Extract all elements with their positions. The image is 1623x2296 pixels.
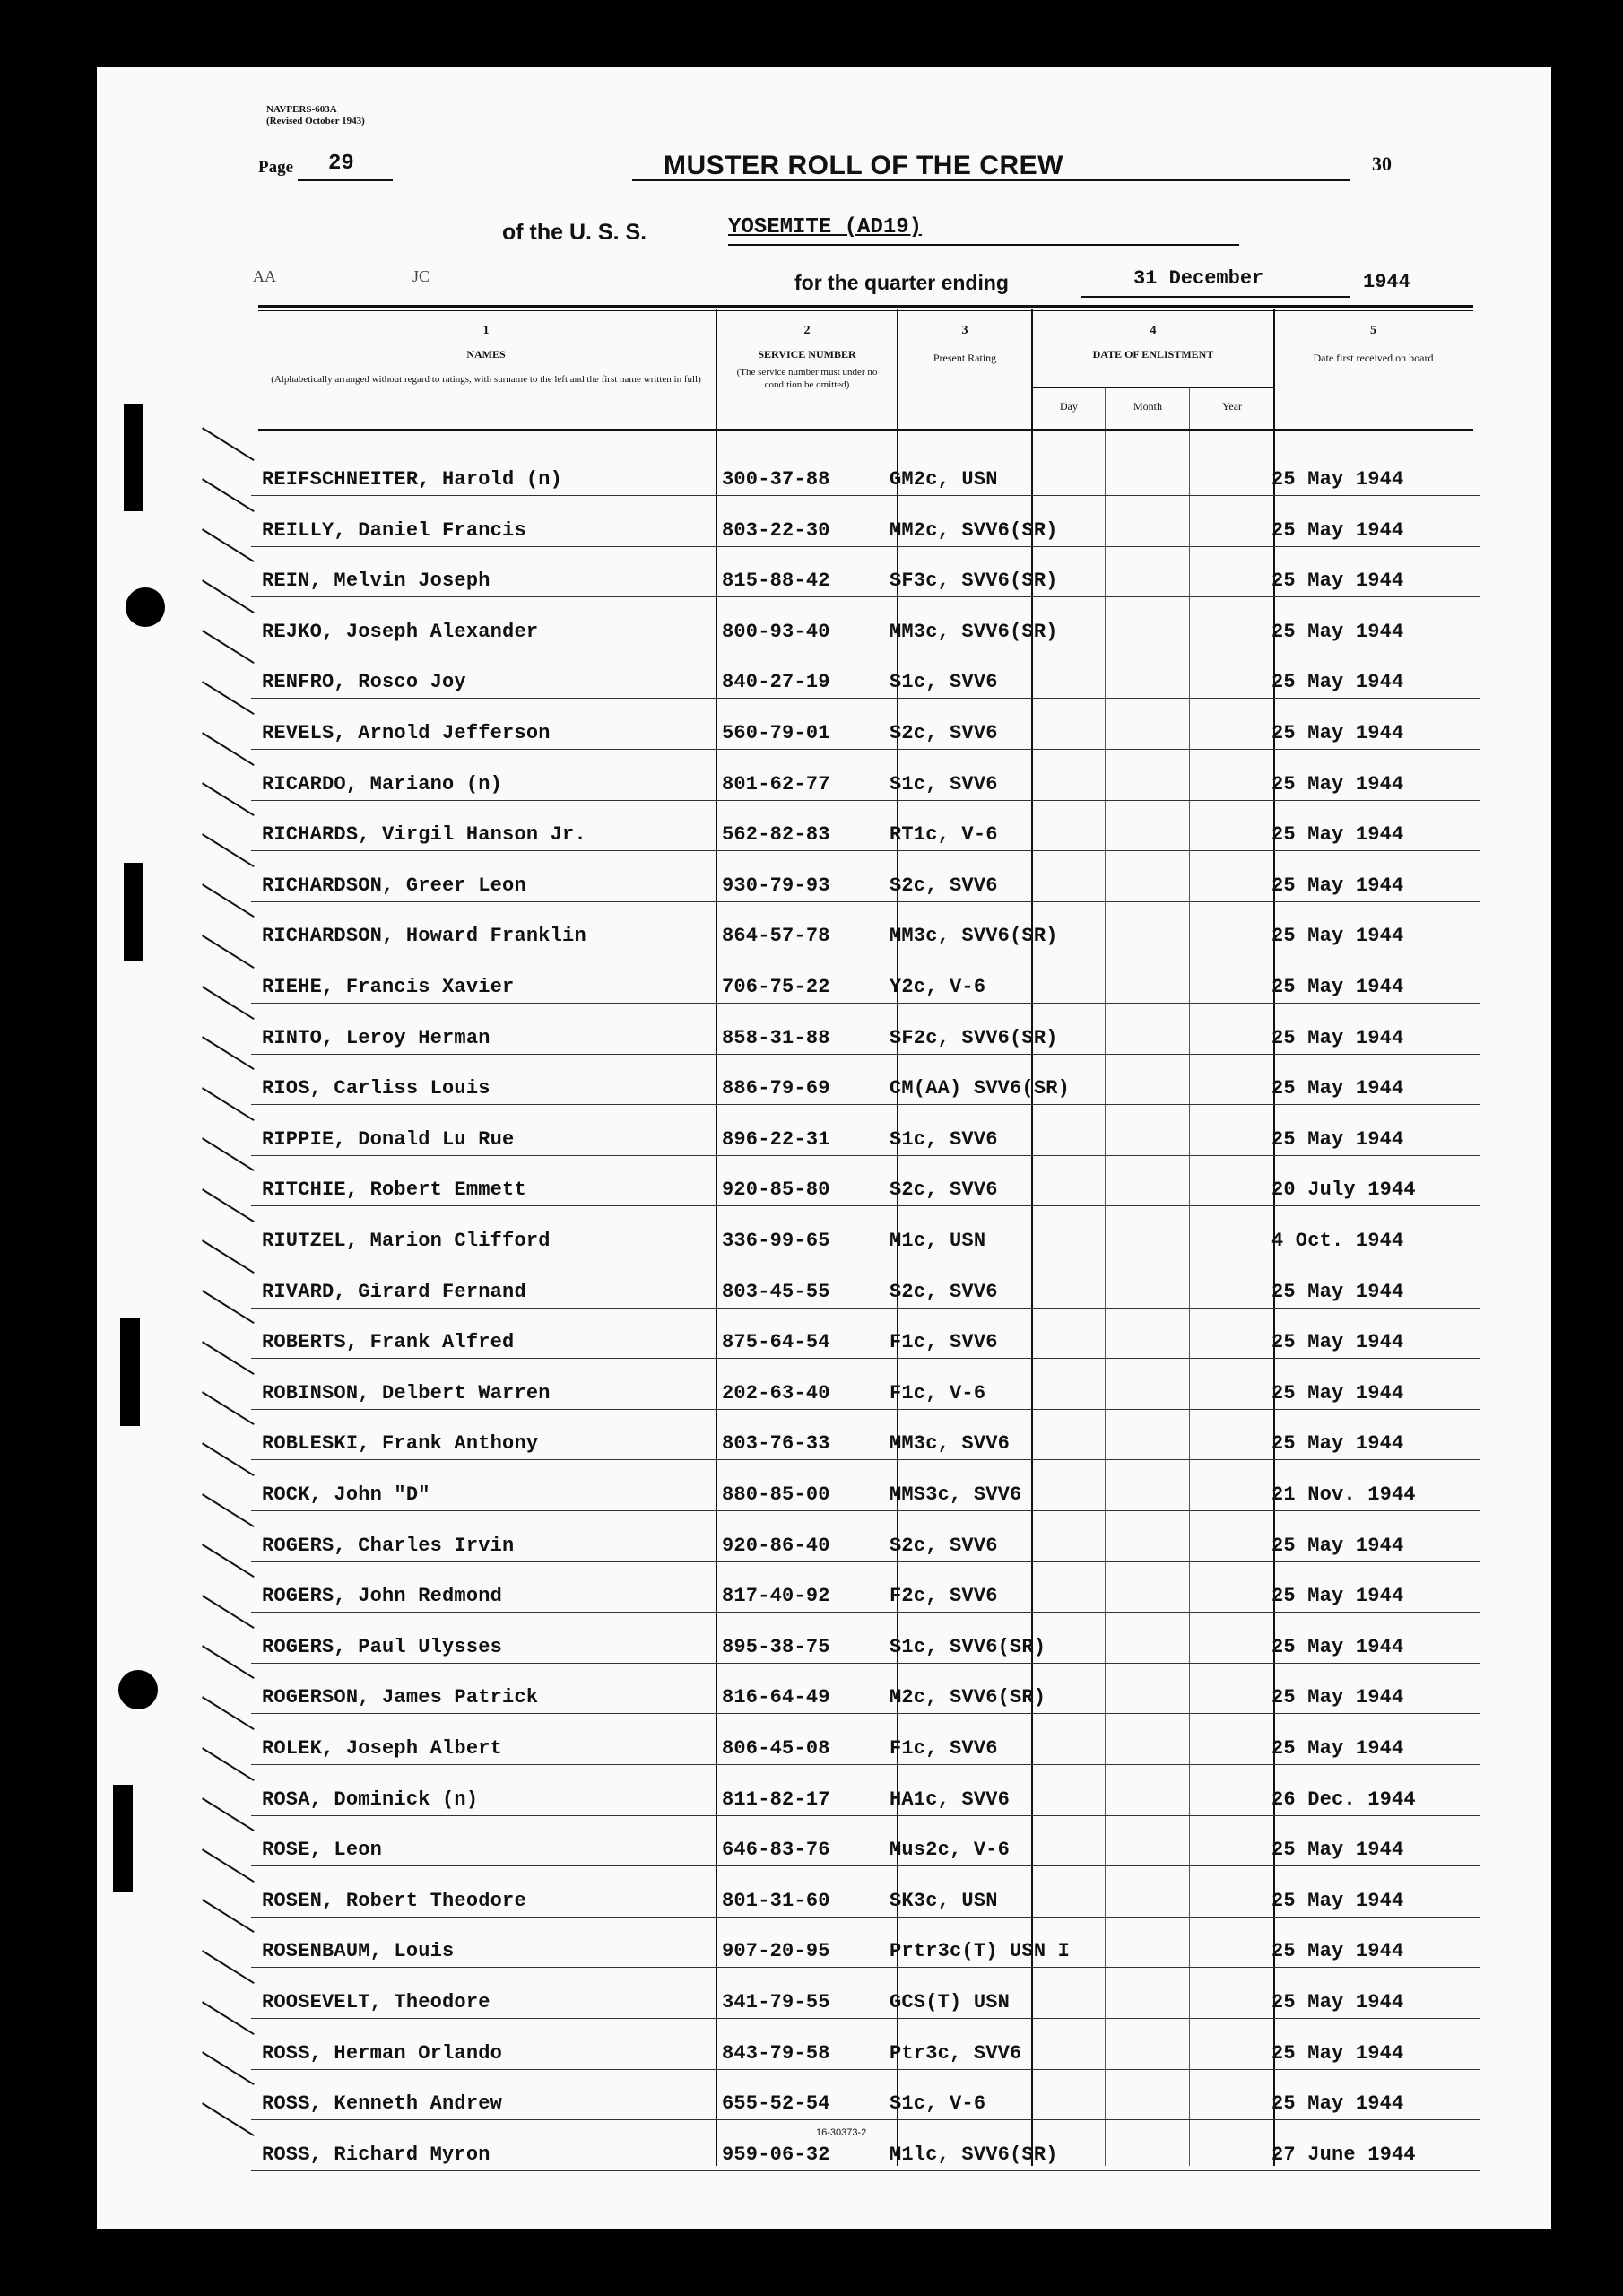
row-rule xyxy=(251,1764,1480,1765)
binder-clip-4 xyxy=(113,1785,133,1892)
crew-row xyxy=(251,1979,1480,2029)
service-number: 858-31-88 xyxy=(722,1027,830,1049)
date-received: 21 Nov. 1944 xyxy=(1271,1483,1416,1506)
date-received: 25 May 1944 xyxy=(1271,1585,1404,1607)
header-date-of-enlistment: 4 DATE OF ENLISTMENT xyxy=(1092,324,1214,361)
crew-row xyxy=(251,2131,1480,2181)
crew-name: RINTO, Leroy Herman xyxy=(262,1027,490,1049)
header-bottom-rule xyxy=(258,429,1473,430)
present-rating: HA1c, SVV6 xyxy=(890,1788,1011,1811)
header-date-received: 5 Date first received on board xyxy=(1313,324,1434,364)
row-rule xyxy=(251,1409,1480,1410)
crew-row xyxy=(251,1065,1480,1115)
page-label: Page xyxy=(258,158,294,177)
service-number: 864-57-78 xyxy=(722,925,830,947)
service-number: 803-22-30 xyxy=(722,519,830,542)
crew-row xyxy=(251,1927,1480,1978)
date-received: 25 May 1944 xyxy=(1271,1331,1404,1353)
quarter-date: 31 December xyxy=(1133,267,1264,290)
date-received: 25 May 1944 xyxy=(1271,823,1404,846)
service-number: 801-31-60 xyxy=(722,1890,830,1912)
date-received: 25 May 1944 xyxy=(1271,2042,1404,2065)
page-underline xyxy=(298,179,393,181)
service-number: 816-64-49 xyxy=(722,1686,830,1709)
present-rating: S2c, SVV6 xyxy=(890,1281,998,1303)
present-rating: S1c, SVV6 xyxy=(890,671,998,693)
crew-row xyxy=(251,2080,1480,2130)
date-received: 25 May 1944 xyxy=(1271,2092,1404,2115)
punch-hole-top xyxy=(126,587,165,627)
crew-row xyxy=(251,1725,1480,1775)
crew-name: ROSS, Herman Orlando xyxy=(262,2042,503,2065)
crew-name: ROSA, Dominick (n) xyxy=(262,1788,479,1811)
crew-name: ROSE, Leon xyxy=(262,1839,383,1861)
service-number: 202-63-40 xyxy=(722,1382,830,1405)
bleed-through-text-left: AA xyxy=(253,267,276,285)
service-number: 811-82-17 xyxy=(722,1788,830,1811)
crew-row xyxy=(251,1826,1480,1876)
service-number: 300-37-88 xyxy=(722,468,830,491)
header-month: Month xyxy=(1133,400,1162,413)
crew-row xyxy=(251,608,1480,658)
crew-name: RIPPIE, Donald Lu Rue xyxy=(262,1128,515,1151)
ship-name: YOSEMITE (AD19) xyxy=(728,215,923,239)
row-rule xyxy=(251,1003,1480,1004)
crew-name: ROSENBAUM, Louis xyxy=(262,1940,455,1962)
present-rating: S2c, SVV6 xyxy=(890,874,998,897)
date-received: 25 May 1944 xyxy=(1271,1077,1404,1100)
date-received: 25 May 1944 xyxy=(1271,1737,1404,1760)
service-number: 920-85-80 xyxy=(722,1178,830,1201)
present-rating: SK3c, USN xyxy=(890,1890,998,1912)
crew-row xyxy=(251,1116,1480,1166)
binder-clip-2 xyxy=(124,863,143,961)
crew-name: ROLEK, Joseph Albert xyxy=(262,1737,503,1760)
crew-name: RICHARDSON, Greer Leon xyxy=(262,874,526,897)
row-rule xyxy=(251,1815,1480,1816)
present-rating: S1c, SVV6(SR) xyxy=(890,1636,1046,1658)
date-received: 26 Dec. 1944 xyxy=(1271,1788,1416,1811)
crew-row xyxy=(251,507,1480,557)
row-rule xyxy=(251,850,1480,851)
crew-row xyxy=(251,1166,1480,1216)
crew-row xyxy=(251,862,1480,912)
crew-name: RENFRO, Rosco Joy xyxy=(262,671,466,693)
date-received: 25 May 1944 xyxy=(1271,1636,1404,1658)
crew-name: REJKO, Joseph Alexander xyxy=(262,621,539,643)
date-received: 25 May 1944 xyxy=(1271,1027,1404,1049)
service-number: 959-06-32 xyxy=(722,2144,830,2166)
footer-code: 16-30373-2 xyxy=(816,2127,867,2138)
date-received: 27 June 1944 xyxy=(1271,2144,1416,2166)
crew-name: REIN, Melvin Joseph xyxy=(262,570,490,592)
date-received: 25 May 1944 xyxy=(1271,874,1404,897)
ship-label: of the U. S. S. xyxy=(502,220,647,245)
header-service-number: 2 SERVICE NUMBER (The service number must under no condition be omitted) xyxy=(736,324,878,390)
ship-underline xyxy=(728,244,1239,246)
present-rating: MM3c, SVV6 xyxy=(890,1432,1011,1455)
crew-row xyxy=(251,1623,1480,1674)
service-number: 886-79-69 xyxy=(722,1077,830,1100)
service-number: 646-83-76 xyxy=(722,1839,830,1861)
date-received: 25 May 1944 xyxy=(1271,1839,1404,1861)
row-rule xyxy=(251,1205,1480,1206)
header-day: Day xyxy=(1060,400,1078,413)
present-rating: GM2c, USN xyxy=(890,468,998,491)
service-number: 706-75-22 xyxy=(722,976,830,998)
present-rating: M1c, USN xyxy=(890,1230,986,1252)
crew-name: RIVARD, Girard Fernand xyxy=(262,1281,526,1303)
service-number: 803-76-33 xyxy=(722,1432,830,1455)
date-received: 25 May 1944 xyxy=(1271,1128,1404,1151)
crew-name: ROGERS, Charles Irvin xyxy=(262,1535,515,1557)
crew-row xyxy=(251,658,1480,709)
crew-row xyxy=(251,456,1480,506)
service-number: 803-45-55 xyxy=(722,1281,830,1303)
service-number: 920-86-40 xyxy=(722,1535,830,1557)
date-received: 25 May 1944 xyxy=(1271,722,1404,744)
service-number: 840-27-19 xyxy=(722,671,830,693)
row-rule xyxy=(251,596,1480,597)
crew-row xyxy=(251,811,1480,861)
crew-name: ROOSEVELT, Theodore xyxy=(262,1991,490,2013)
date-received: 25 May 1944 xyxy=(1271,468,1404,491)
crew-row xyxy=(251,761,1480,811)
row-rule xyxy=(251,2069,1480,2070)
date-received: 25 May 1944 xyxy=(1271,1535,1404,1557)
service-number: 341-79-55 xyxy=(722,1991,830,2013)
present-rating: Mus2c, V-6 xyxy=(890,1839,1011,1861)
present-rating: Prtr3c(T) USN I xyxy=(890,1940,1071,1962)
crew-name: REIFSCHNEITER, Harold (n) xyxy=(262,468,563,491)
row-rule xyxy=(251,800,1480,801)
row-rule xyxy=(251,698,1480,699)
date-received: 25 May 1944 xyxy=(1271,925,1404,947)
row-rule xyxy=(251,901,1480,902)
crew-name: ROGERS, John Redmond xyxy=(262,1585,503,1607)
present-rating: MM3c, SVV6(SR) xyxy=(890,925,1058,947)
row-rule xyxy=(251,1358,1480,1359)
row-rule xyxy=(251,1713,1480,1714)
row-rule xyxy=(251,495,1480,496)
crew-row xyxy=(251,1014,1480,1065)
crew-row xyxy=(251,1572,1480,1622)
row-rule xyxy=(251,1459,1480,1460)
service-number: 895-38-75 xyxy=(722,1636,830,1658)
date-received: 25 May 1944 xyxy=(1271,671,1404,693)
service-number: 907-20-95 xyxy=(722,1940,830,1962)
crew-row xyxy=(251,1370,1480,1420)
crew-name: ROGERSON, James Patrick xyxy=(262,1686,539,1709)
date-received: 25 May 1944 xyxy=(1271,976,1404,998)
crew-row xyxy=(251,1776,1480,1826)
present-rating: M1lc, SVV6(SR) xyxy=(890,2144,1058,2166)
crew-row xyxy=(251,1217,1480,1267)
crew-name: ROBINSON, Delbert Warren xyxy=(262,1382,551,1405)
quarter-label: for the quarter ending xyxy=(794,271,1009,294)
present-rating: S2c, SVV6 xyxy=(890,722,998,744)
bleed-through-text-right: JC xyxy=(412,267,430,285)
service-number: 806-45-08 xyxy=(722,1737,830,1760)
row-rule xyxy=(251,1663,1480,1664)
present-rating: Ptr3c, SVV6 xyxy=(890,2042,1022,2065)
date-received: 20 July 1944 xyxy=(1271,1178,1416,1201)
row-rule xyxy=(251,1967,1480,1968)
crew-name: REILLY, Daniel Francis xyxy=(262,519,526,542)
enlistment-sub-rule xyxy=(1031,387,1275,388)
corner-mark: 30 xyxy=(1372,152,1392,175)
present-rating: F1c, SVV6 xyxy=(890,1331,998,1353)
crew-name: RIEHE, Francis Xavier xyxy=(262,976,515,998)
row-rule xyxy=(251,546,1480,547)
quarter-underline xyxy=(1081,296,1350,298)
date-received: 25 May 1944 xyxy=(1271,1940,1404,1962)
crew-row xyxy=(251,1420,1480,1470)
crew-name: ROSS, Kenneth Andrew xyxy=(262,2092,503,2115)
service-number: 562-82-83 xyxy=(722,823,830,846)
present-rating: S2c, SVV6 xyxy=(890,1178,998,1201)
crew-name: ROGERS, Paul Ulysses xyxy=(262,1636,503,1658)
page-title: MUSTER ROLL OF THE CREW xyxy=(664,151,1063,180)
crew-row xyxy=(251,1268,1480,1318)
date-received: 25 May 1944 xyxy=(1271,1686,1404,1709)
crew-name: ROBERTS, Frank Alfred xyxy=(262,1331,515,1353)
row-rule xyxy=(251,1104,1480,1105)
crew-name: ROCK, John "D" xyxy=(262,1483,430,1506)
date-received: 25 May 1944 xyxy=(1271,519,1404,542)
crew-name: ROSS, Richard Myron xyxy=(262,2144,490,2166)
crew-row xyxy=(251,709,1480,760)
present-rating: F2c, SVV6 xyxy=(890,1585,998,1607)
header-top-rule xyxy=(258,305,1473,308)
date-received: 25 May 1944 xyxy=(1271,570,1404,592)
crew-name: RIOS, Carliss Louis xyxy=(262,1077,490,1100)
present-rating: MM2c, SVV6(SR) xyxy=(890,519,1058,542)
row-rule xyxy=(251,2119,1480,2120)
date-received: 25 May 1944 xyxy=(1271,1382,1404,1405)
row-rule xyxy=(251,1561,1480,1562)
present-rating: M2c, SVV6(SR) xyxy=(890,1686,1046,1709)
service-number: 655-52-54 xyxy=(722,2092,830,2115)
crew-row xyxy=(251,912,1480,962)
crew-row xyxy=(251,1877,1480,1927)
punch-hole-bottom xyxy=(118,1670,158,1709)
present-rating: Y2c, V-6 xyxy=(890,976,986,998)
service-number: 880-85-00 xyxy=(722,1483,830,1506)
crew-name: RICARDO, Mariano (n) xyxy=(262,773,503,796)
service-number: 560-79-01 xyxy=(722,722,830,744)
service-number: 930-79-93 xyxy=(722,874,830,897)
present-rating: SF2c, SVV6(SR) xyxy=(890,1027,1058,1049)
service-number: 801-62-77 xyxy=(722,773,830,796)
crew-row xyxy=(251,1318,1480,1369)
crew-row xyxy=(251,1674,1480,1724)
present-rating: RT1c, V-6 xyxy=(890,823,998,846)
present-rating: S1c, SVV6 xyxy=(890,1128,998,1151)
header-top-rule-thin xyxy=(258,310,1473,311)
row-rule xyxy=(251,1155,1480,1156)
crew-name: RICHARDSON, Howard Franklin xyxy=(262,925,586,947)
crew-row xyxy=(251,557,1480,607)
present-rating: MMS3c, SVV6 xyxy=(890,1483,1022,1506)
page-number: 29 xyxy=(328,152,354,176)
date-received: 25 May 1944 xyxy=(1271,1432,1404,1455)
present-rating: F1c, SVV6 xyxy=(890,1737,998,1760)
row-rule xyxy=(251,1917,1480,1918)
header-year: Year xyxy=(1221,400,1243,413)
service-number: 336-99-65 xyxy=(722,1230,830,1252)
date-received: 25 May 1944 xyxy=(1271,1991,1404,2013)
binder-clip-1 xyxy=(124,404,143,511)
service-number: 896-22-31 xyxy=(722,1128,830,1151)
date-received: 25 May 1944 xyxy=(1271,1890,1404,1912)
service-number: 843-79-58 xyxy=(722,2042,830,2065)
present-rating: F1c, V-6 xyxy=(890,1382,986,1405)
crew-row xyxy=(251,1471,1480,1521)
present-rating: S1c, V-6 xyxy=(890,2092,986,2115)
date-received: 25 May 1944 xyxy=(1271,621,1404,643)
crew-row xyxy=(251,963,1480,1013)
form-identifier: NAVPERS-603A (Revised October 1943) xyxy=(266,104,365,126)
present-rating: S1c, SVV6 xyxy=(890,773,998,796)
date-received: 25 May 1944 xyxy=(1271,1281,1404,1303)
crew-name: ROBLESKI, Frank Anthony xyxy=(262,1432,539,1455)
title-rule xyxy=(632,179,1350,181)
crew-row xyxy=(251,1522,1480,1572)
row-rule xyxy=(251,2018,1480,2019)
crew-name: RIUTZEL, Marion Clifford xyxy=(262,1230,551,1252)
crew-name: ROSEN, Robert Theodore xyxy=(262,1890,526,1912)
crew-name: RITCHIE, Robert Emmett xyxy=(262,1178,526,1201)
crew-name: REVELS, Arnold Jefferson xyxy=(262,722,551,744)
header-names: 1 NAMES (Alphabetically arranged without regard to ratings, with surname to the left and the first name written in full) xyxy=(271,324,701,385)
present-rating: MM3c, SVV6(SR) xyxy=(890,621,1058,643)
binder-clip-3 xyxy=(120,1318,140,1426)
quarter-year: 1944 xyxy=(1363,271,1410,293)
present-rating: S2c, SVV6 xyxy=(890,1535,998,1557)
service-number: 815-88-42 xyxy=(722,570,830,592)
row-rule xyxy=(251,1054,1480,1055)
crew-name: RICHARDS, Virgil Hanson Jr. xyxy=(262,823,586,846)
service-number: 817-40-92 xyxy=(722,1585,830,1607)
row-rule xyxy=(251,1612,1480,1613)
present-rating: GCS(T) USN xyxy=(890,1991,1011,2013)
row-rule xyxy=(251,1510,1480,1511)
present-rating: CM(AA) SVV6(SR) xyxy=(890,1077,1071,1100)
present-rating: SF3c, SVV6(SR) xyxy=(890,570,1058,592)
date-received: 25 May 1944 xyxy=(1271,773,1404,796)
row-rule xyxy=(251,2170,1480,2171)
row-rule xyxy=(251,1308,1480,1309)
date-received: 4 Oct. 1944 xyxy=(1271,1230,1404,1252)
service-number: 800-93-40 xyxy=(722,621,830,643)
crew-row xyxy=(251,2030,1480,2080)
service-number: 875-64-54 xyxy=(722,1331,830,1353)
header-present-rating: 3 Present Rating xyxy=(933,324,997,364)
row-rule xyxy=(251,749,1480,750)
